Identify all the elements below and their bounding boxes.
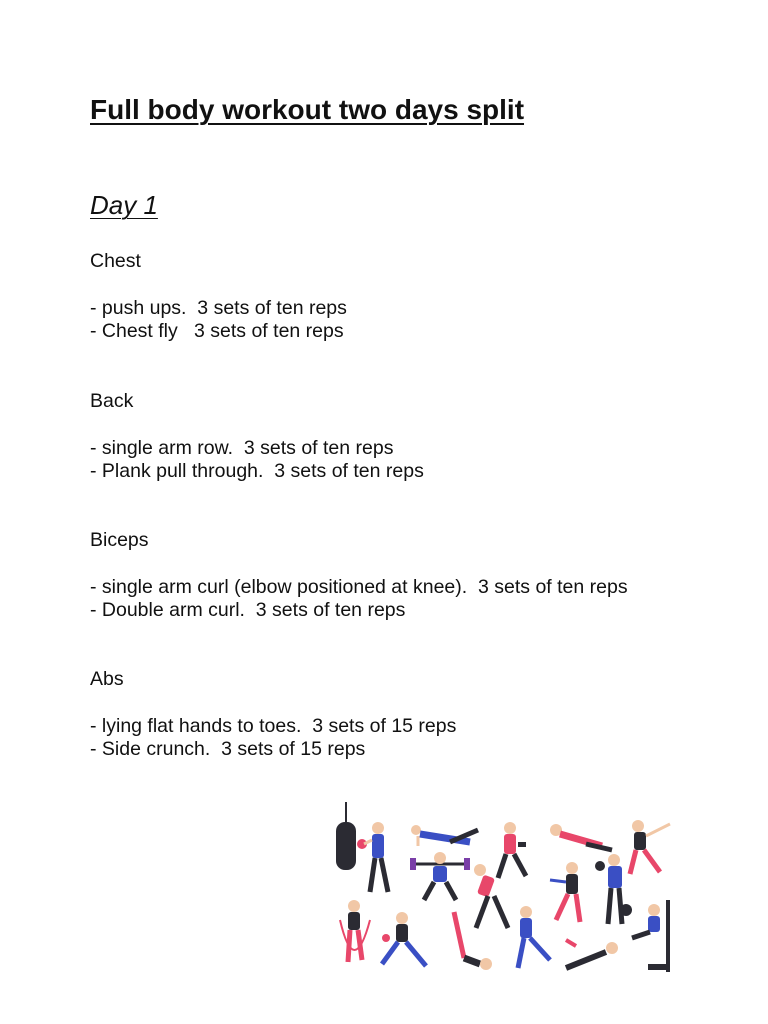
section-back	[90, 390, 424, 483]
section-chest	[90, 250, 347, 343]
exercise-line: - Chest fly 3 sets of ten reps	[90, 320, 344, 342]
side-plank-figure-icon	[566, 940, 618, 968]
boxer-figure-icon	[357, 822, 388, 892]
pushup-figure-icon	[411, 825, 478, 846]
day-heading: Day 1	[90, 190, 158, 220]
exercise-line: - push ups. 3 sets of ten reps	[90, 297, 347, 319]
section-heading: Back	[90, 390, 134, 412]
punching-bag-icon	[336, 802, 356, 870]
workout-illustration	[330, 800, 690, 980]
exercise-line: - single arm curl (elbow positioned at knee). 3 sets of ten reps	[90, 576, 628, 598]
leg-raise-figure-icon	[454, 912, 492, 970]
exercise-line: - Side crunch. 3 sets of 15 reps	[90, 738, 366, 760]
document-title: Full body workout two days split	[90, 94, 525, 125]
section-biceps	[90, 529, 628, 622]
section-heading: Chest	[90, 250, 141, 272]
exercise-line: - single arm row. 3 sets of ten reps	[90, 437, 394, 459]
side-bend-figure-icon	[474, 864, 508, 928]
dumbbell-figure-icon	[498, 822, 526, 878]
kettlebell-figure-icon	[595, 854, 632, 924]
jump-rope-figure-icon	[340, 900, 370, 962]
exercise-line: - Plank pull through. 3 sets of ten reps	[90, 460, 424, 482]
section-abs	[90, 668, 456, 761]
section-heading: Biceps	[90, 529, 149, 551]
exercise-line: - Double arm curl. 3 sets of ten reps	[90, 599, 406, 621]
running-figure-icon	[518, 906, 550, 968]
stretch-figure-icon	[630, 820, 670, 874]
section-heading: Abs	[90, 668, 124, 690]
barbell-squat-figure-icon	[410, 852, 470, 900]
lunge-figure-icon	[382, 912, 426, 966]
dip-station-figure-icon	[632, 900, 670, 972]
plank-figure-icon	[550, 824, 612, 850]
band-figure-icon	[550, 862, 580, 922]
exercise-line: - lying flat hands to toes. 3 sets of 15 reps	[90, 715, 457, 737]
